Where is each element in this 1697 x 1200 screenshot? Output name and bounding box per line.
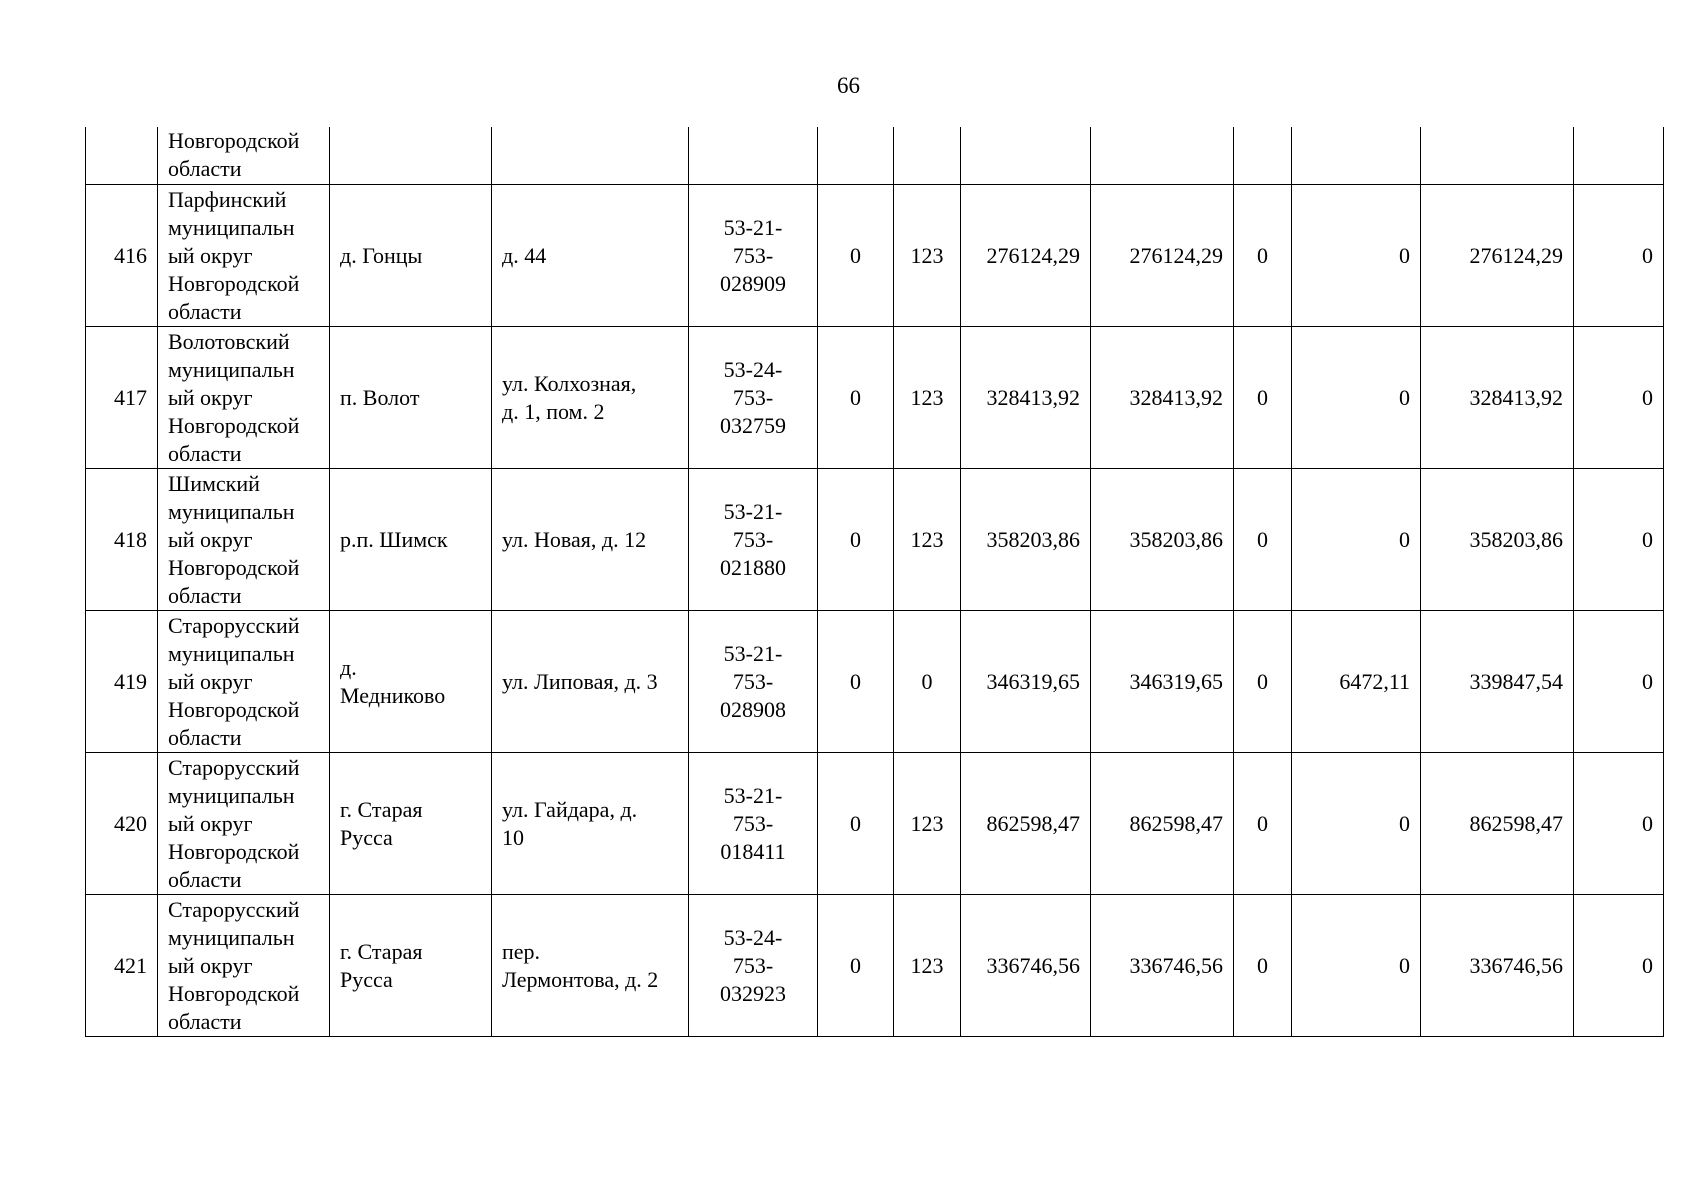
amount-cell: 0 — [1292, 753, 1421, 895]
locality-cell: д. Медниково — [330, 611, 492, 753]
value-cell: 0 — [1234, 469, 1292, 611]
table-row — [86, 469, 1664, 611]
table-cell — [1574, 127, 1664, 185]
locality-cell: г. Старая Русса — [330, 895, 492, 1037]
table-row-continuation — [86, 127, 1664, 185]
amount-cell: 339847,54 — [1421, 611, 1574, 753]
value-cell: 0 — [894, 611, 961, 753]
code-cell: 53-24- 753- 032923 — [689, 895, 818, 1037]
value-cell: 123 — [894, 185, 961, 327]
value-cell: 123 — [894, 895, 961, 1037]
code-cell: 53-21- 753- 028909 — [689, 185, 818, 327]
amount-cell: 358203,86 — [1421, 469, 1574, 611]
value-cell: 0 — [818, 469, 894, 611]
amount-cell: 336746,56 — [1091, 895, 1234, 1037]
value-cell: 123 — [894, 469, 961, 611]
district-cell: Волотовский муниципальн ый округ Новгородской области — [158, 327, 330, 469]
address-cell: ул. Колхозная, д. 1, пом. 2 — [492, 327, 689, 469]
amount-cell: 276124,29 — [1421, 185, 1574, 327]
district-cell: Новгородской области — [158, 127, 330, 185]
value-cell: 0 — [1234, 327, 1292, 469]
amount-cell: 328413,92 — [1421, 327, 1574, 469]
amount-cell: 358203,86 — [1091, 469, 1234, 611]
value-cell: 123 — [894, 753, 961, 895]
value-cell: 0 — [1574, 895, 1664, 1037]
table-cell — [492, 127, 689, 185]
table-cell — [86, 127, 158, 185]
amount-cell: 336746,56 — [961, 895, 1091, 1037]
amount-cell: 0 — [1292, 327, 1421, 469]
amount-cell: 328413,92 — [1091, 327, 1234, 469]
district-cell: Шимский муниципальн ый округ Новгородской области — [158, 469, 330, 611]
table-cell — [689, 127, 818, 185]
value-cell: 0 — [1234, 753, 1292, 895]
data-table — [85, 127, 1664, 1037]
table-row — [86, 611, 1664, 753]
table-row — [86, 895, 1664, 1037]
amount-cell: 346319,65 — [1091, 611, 1234, 753]
row-number-cell: 419 — [86, 611, 158, 753]
amount-cell: 358203,86 — [961, 469, 1091, 611]
amount-cell: 6472,11 — [1292, 611, 1421, 753]
district-cell: Старорусский муниципальн ый округ Новгородской области — [158, 753, 330, 895]
table-cell — [894, 127, 961, 185]
value-cell: 0 — [1574, 185, 1664, 327]
value-cell: 0 — [1574, 611, 1664, 753]
amount-cell: 336746,56 — [1421, 895, 1574, 1037]
locality-cell: р.п. Шимск — [330, 469, 492, 611]
locality-cell: г. Старая Русса — [330, 753, 492, 895]
value-cell: 0 — [1574, 469, 1664, 611]
amount-cell: 346319,65 — [961, 611, 1091, 753]
value-cell: 0 — [818, 895, 894, 1037]
table-row — [86, 185, 1664, 327]
address-cell: ул. Липовая, д. 3 — [492, 611, 689, 753]
code-cell: 53-21- 753- 028908 — [689, 611, 818, 753]
district-cell: Старорусский муниципальн ый округ Новгородской области — [158, 611, 330, 753]
amount-cell: 328413,92 — [961, 327, 1091, 469]
value-cell: 0 — [818, 185, 894, 327]
amount-cell: 0 — [1292, 895, 1421, 1037]
amount-cell: 862598,47 — [1421, 753, 1574, 895]
value-cell: 0 — [818, 753, 894, 895]
row-number-cell: 421 — [86, 895, 158, 1037]
value-cell: 0 — [1234, 611, 1292, 753]
value-cell: 0 — [818, 327, 894, 469]
address-cell: ул. Новая, д. 12 — [492, 469, 689, 611]
table-row — [86, 327, 1664, 469]
amount-cell: 0 — [1292, 185, 1421, 327]
table-row — [86, 753, 1664, 895]
amount-cell: 276124,29 — [961, 185, 1091, 327]
value-cell: 123 — [894, 327, 961, 469]
address-cell: ул. Гайдара, д. 10 — [492, 753, 689, 895]
amount-cell: 862598,47 — [961, 753, 1091, 895]
amount-cell: 276124,29 — [1091, 185, 1234, 327]
table-cell — [1234, 127, 1292, 185]
address-cell: д. 44 — [492, 185, 689, 327]
value-cell: 0 — [1234, 185, 1292, 327]
amount-cell: 0 — [1292, 469, 1421, 611]
code-cell: 53-21- 753- 018411 — [689, 753, 818, 895]
value-cell: 0 — [1574, 753, 1664, 895]
district-cell: Старорусский муниципальн ый округ Новгородской области — [158, 895, 330, 1037]
amount-cell: 862598,47 — [1091, 753, 1234, 895]
row-number-cell: 420 — [86, 753, 158, 895]
table-cell — [1421, 127, 1574, 185]
row-number-cell: 417 — [86, 327, 158, 469]
row-number-cell: 418 — [86, 469, 158, 611]
page-number: 66 — [837, 73, 860, 98]
table-cell — [818, 127, 894, 185]
row-number-cell: 416 — [86, 185, 158, 327]
value-cell: 0 — [818, 611, 894, 753]
table-cell — [961, 127, 1091, 185]
district-cell: Парфинский муниципальн ый округ Новгородской области — [158, 185, 330, 327]
locality-cell: п. Волот — [330, 327, 492, 469]
code-cell: 53-24- 753- 032759 — [689, 327, 818, 469]
value-cell: 0 — [1574, 327, 1664, 469]
code-cell: 53-21- 753- 021880 — [689, 469, 818, 611]
locality-cell: д. Гонцы — [330, 185, 492, 327]
table-cell — [330, 127, 492, 185]
address-cell: пер. Лермонтова, д. 2 — [492, 895, 689, 1037]
table-cell — [1292, 127, 1421, 185]
value-cell: 0 — [1234, 895, 1292, 1037]
table-cell — [1091, 127, 1234, 185]
